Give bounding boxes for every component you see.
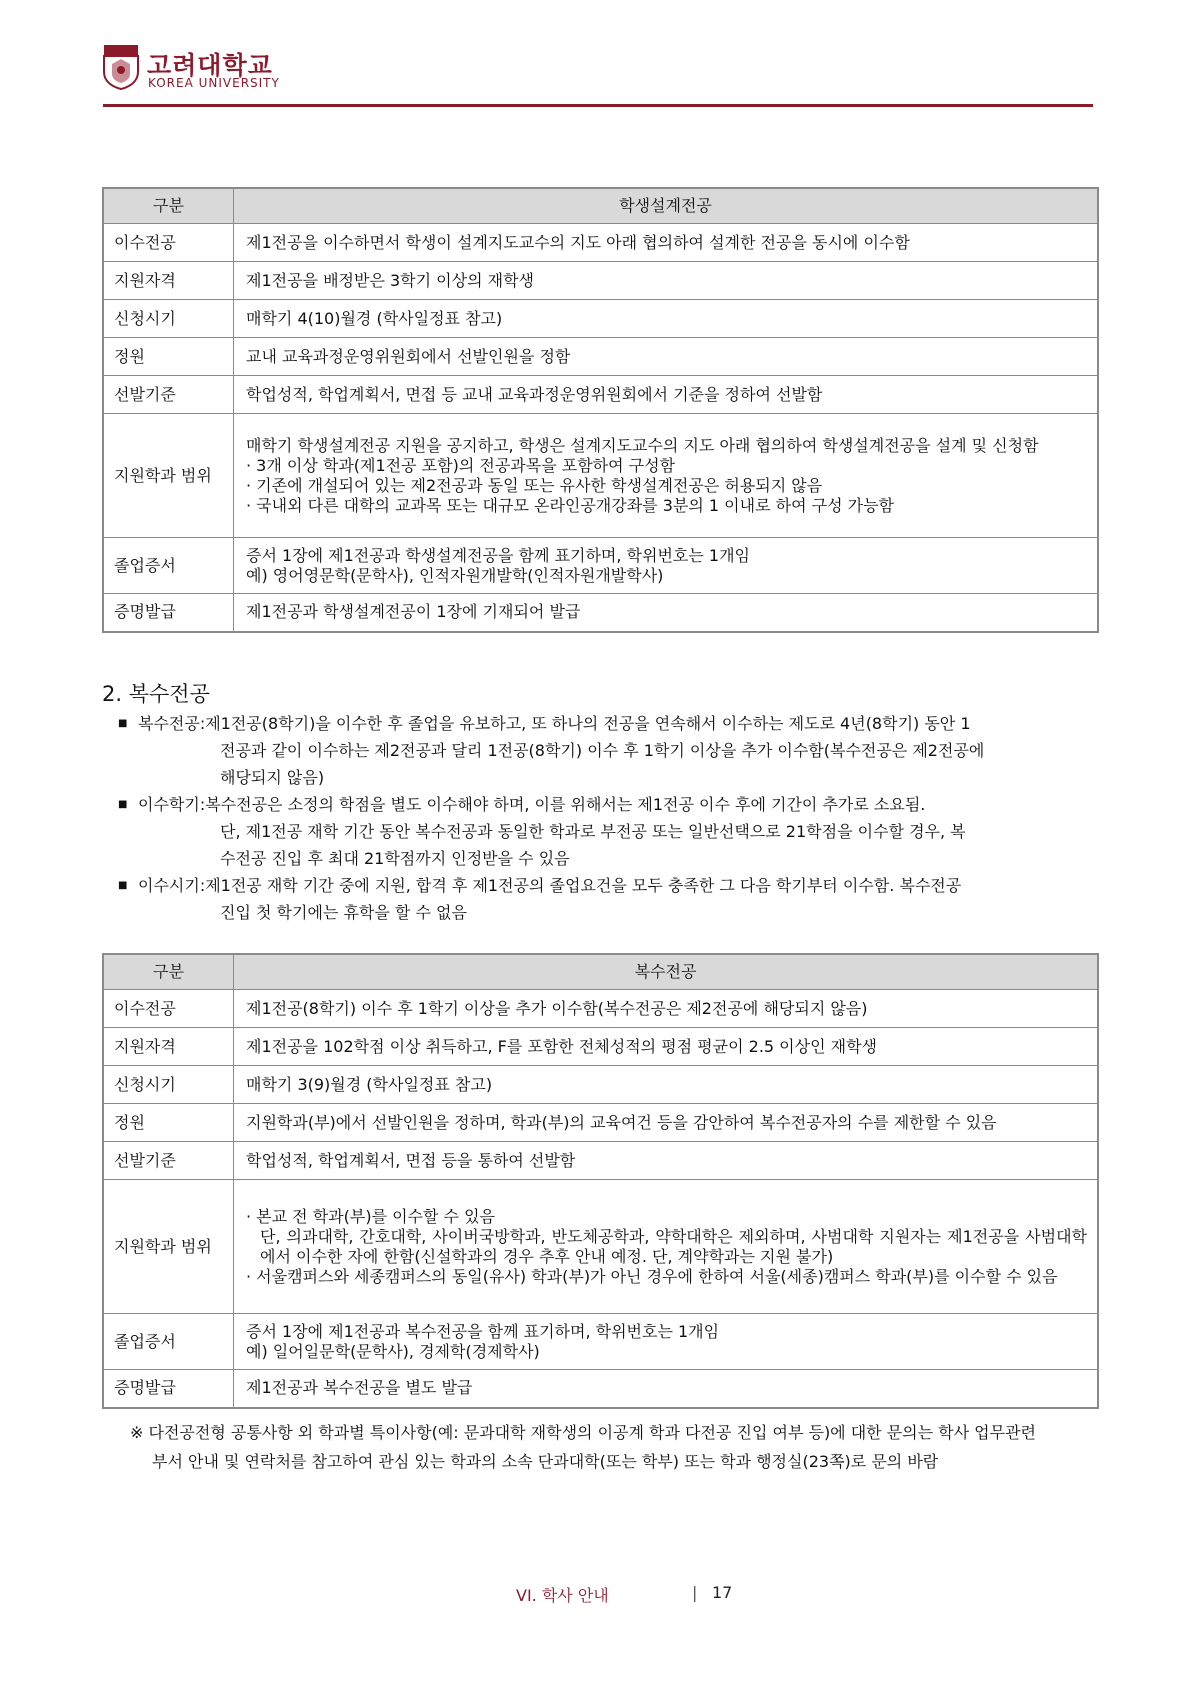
inquiry-note [130,1418,1100,1476]
table-row [103,1066,1098,1104]
row-content: 제1전공과 학생설계전공이 1장에 기재되어 발급 [234,594,1099,632]
footer-section-title: VI. 학사 안내 [516,1586,609,1605]
table-row [103,1104,1098,1142]
row-label: 졸업증서 [103,1314,234,1370]
row-content: 지원학과(부)에서 선발인원을 정하며, 학과(부)의 교육여건 등을 감안하여 복수전공자의 수를 제한할 수 있음 [234,1104,1099,1142]
row-label: 신청시기 [103,1066,234,1104]
row-label: 지원학과 범위 [103,1180,234,1314]
row-content: 매학기 4(10)월경 (학사일정표 참고) [234,300,1099,338]
column-header-major: 복수전공 [234,954,1099,990]
content-line: · 본교 전 학과(부)를 이수할 수 있음 [246,1206,496,1226]
header-divider [103,104,1093,107]
row-content: 제1전공을 배정받은 3학기 이상의 재학생 [234,262,1099,300]
row-label: 이수전공 [103,990,234,1028]
table-row [103,1142,1098,1180]
student-designed-major-table [102,187,1099,633]
content-line: · 국내외 다른 대학의 교과목 또는 대규모 온라인공개강좌를 3분의 1 이내로 하여 구성 가능함 [246,495,894,515]
row-content: 제1전공(8학기) 이수 후 1학기 이상을 추가 이수함(복수전공은 제2전공에 해당되지 않음) [234,990,1099,1028]
row-content [234,1314,1099,1370]
row-label: 증명발급 [103,1370,234,1408]
table-header-row [103,954,1098,990]
table-row [103,1314,1098,1370]
square-bullet-icon: ■ [118,880,128,891]
content-line: 증서 1장에 제1전공과 복수전공을 함께 표기하며, 학위번호는 1개임 [246,1321,720,1341]
row-content: 제1전공을 이수하면서 학생이 설계지도교수의 지도 아래 협의하여 설계한 전공을 동시에 이수함 [234,224,1099,262]
bullet-continuation: 진입 첫 학기에는 휴학을 할 수 없음 [220,903,467,922]
row-label: 이수전공 [103,224,234,262]
bullet-heading: 이수학기: [138,795,206,814]
footer-separator: | [692,1583,698,1602]
bullet-text: 복수전공은 소정의 학점을 별도 이수해야 하며, 이를 위해서는 제1전공 이수 후에 기간이 추가로 소요됨. [205,795,926,814]
page-header [103,42,1093,108]
content-line: 단, 의과대학, 간호대학, 사이버국방학과, 반도체공학과, 약학대학은 제외하며, 사범대학 지원자는 제1전공을 사범대학에서 이수한 자에 한함(신설학과의 경우 추후 안내 예정. 단, 계약학과는 지원 불가) [260,1226,1087,1266]
row-content: 제1전공을 102학점 이상 취득하고, F를 포함한 전체성적의 평점 평균이 2.5 이상인 재학생 [234,1028,1099,1066]
page-number: 17 [712,1583,733,1602]
row-label: 지원자격 [103,262,234,300]
content-line: · 3개 이상 학과(제1전공 포함)의 전공과목을 포함하여 구성함 [246,455,676,475]
square-bullet-icon: ■ [118,799,128,810]
bullet-heading: 이수시기: [138,876,206,895]
bullet-continuation: 단, 제1전공 재학 기간 동안 복수전공과 동일한 학과로 부전공 또는 일반선택으로 21학점을 이수할 경우, 복 [220,822,966,841]
row-content: 제1전공과 복수전공을 별도 발급 [234,1370,1099,1408]
table-row [103,262,1098,300]
table-row [103,376,1098,414]
row-label: 지원자격 [103,1028,234,1066]
table-row [103,300,1098,338]
content-line: 증서 1장에 제1전공과 학생설계전공을 함께 표기하며, 학위번호는 1개임 [246,545,750,565]
bullet-continuation: 수전공 진입 후 최대 21학점까지 인정받을 수 있음 [220,849,570,868]
table-row [103,338,1098,376]
university-name-en: KOREA UNIVERSITY [148,76,280,90]
list-item [118,791,1100,872]
content-line: 예) 일어일문학(문학사), 경제학(경제학사) [246,1341,540,1361]
row-label: 지원학과 범위 [103,414,234,538]
table-row [103,1180,1098,1314]
table-row [103,1370,1098,1408]
content-line: · 서울캠퍼스와 세종캠퍼스의 동일(유사) 학과(부)가 아닌 경우에 한하여 서울(세종)캠퍼스 학과(부)를 이수할 수 있음 [246,1266,1058,1286]
row-label: 증명발급 [103,594,234,632]
content-line: 매학기 학생설계전공 지원을 공지하고, 학생은 설계지도교수의 지도 아래 협의하여 학생설계전공을 설계 및 신청함 [246,435,1039,455]
table-row [103,594,1098,632]
row-content [234,414,1099,538]
bullet-continuation: 전공과 같이 이수하는 제2전공과 달리 1전공(8학기) 이수 후 1학기 이상을 추가 이수함(복수전공은 제2전공에 [220,741,985,760]
content-line: 예) 영어영문학(문학사), 인적자원개발학(인적자원개발학사) [246,565,664,585]
bullet-heading: 복수전공: [138,714,206,733]
table-row [103,414,1098,538]
square-bullet-icon: ■ [118,718,128,729]
row-content [234,538,1099,594]
column-header-category: 구분 [103,188,234,224]
list-item [118,872,1100,926]
table-header-row [103,188,1098,224]
table-row [103,538,1098,594]
row-label: 신청시기 [103,300,234,338]
bullet-text: 제1전공 재학 기간 중에 지원, 합격 후 제1전공의 졸업요건을 모두 충족한 그 다음 학기부터 이수함. 복수전공 [205,876,962,895]
bullet-list [118,710,1100,926]
row-content: 교내 교육과정운영위원회에서 선발인원을 정함 [234,338,1099,376]
row-label: 선발기준 [103,1142,234,1180]
row-label: 졸업증서 [103,538,234,594]
row-label: 정원 [103,338,234,376]
university-name-ko: 고려대학교 [147,51,273,80]
bullet-continuation: 해당되지 않음) [220,768,325,787]
double-major-table [102,953,1099,1409]
row-label: 정원 [103,1104,234,1142]
university-seal-icon [103,44,139,90]
table-row [103,990,1098,1028]
bullet-text: 제1전공(8학기)을 이수한 후 졸업을 유보하고, 또 하나의 전공을 연속해서 이수하는 제도로 4년(8학기) 동안 1 [205,714,971,733]
column-header-major: 학생설계전공 [234,188,1099,224]
table-row [103,1028,1098,1066]
row-label: 선발기준 [103,376,234,414]
note-line: ※ 다전공전형 공통사항 외 학과별 특이사항(예: 문과대학 재학생의 이공계 학과 다전공 진입 여부 등)에 대한 문의는 학사 업무관련 [130,1423,1036,1442]
row-content [234,1180,1099,1314]
list-item [118,710,1100,791]
column-header-category: 구분 [103,954,234,990]
row-content: 매학기 3(9)월경 (학사일정표 참고) [234,1066,1099,1104]
row-content: 학업성적, 학업계획서, 면접 등을 통하여 선발함 [234,1142,1099,1180]
content-line: · 기존에 개설되어 있는 제2전공과 동일 또는 유사한 학생설계전공은 허용되지 않음 [246,475,823,495]
section-title: 2. 복수전공 [102,682,210,706]
note-line: 부서 안내 및 연락처를 참고하여 관심 있는 학과의 소속 단과대학(또는 학부) 또는 학과 행정실(23쪽)로 문의 바람 [152,1452,939,1471]
row-content: 학업성적, 학업계획서, 면접 등 교내 교육과정운영위원회에서 기준을 정하여 선발함 [234,376,1099,414]
table-row [103,224,1098,262]
